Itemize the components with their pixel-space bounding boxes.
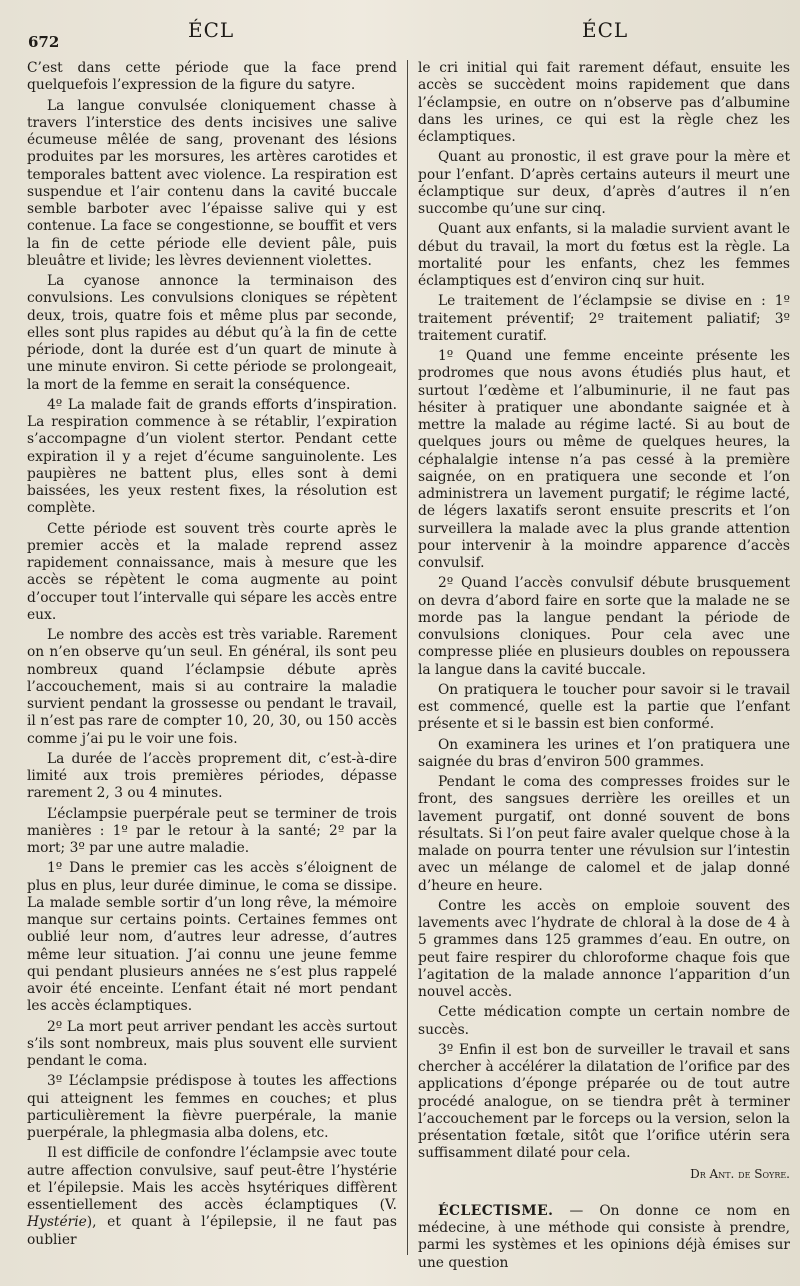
paragraph: 2º La mort peut arriver pendant les accès surtout s’ils sont nombreux, mais plus souvent elle survient pendant le coma.	[27, 1018, 397, 1069]
paragraph-text: ), et quant à l’épilepsie, il ne faut pas oublier	[27, 1214, 397, 1248]
paragraph: Cette médication compte un certain nombre de succès.	[418, 1004, 790, 1038]
entry-text: — On donne ce nom en médecine, à une méthode qui consiste à prendre, parmi les systèmes et les opinions déjà émises sur une question	[418, 1202, 790, 1271]
paragraph: On pratiquera le toucher pour savoir si le travail est commencé, quelle est la partie que l’enfant présente et si le bassin est bien conformé.	[418, 681, 790, 733]
page-number: 672	[28, 33, 60, 51]
right-column	[418, 60, 790, 1275]
paragraph: Quant au pronostic, il est grave pour la mère et pour l’enfant. D’après certains auteurs il meurt une éclamptique sur deux, d’après d’autres il n’en succombe qu’une sur cinq.	[418, 149, 790, 217]
paragraph: La langue convulsée cloniquement chasse à travers l’interstice des dents incisives une salive écumeuse mêlée de sang, provenant des lésions produites par les morsures, les artères carotides et temporales battent avec violence. La respiration est suspendue et l’air contenu dans la cavité buccale semble barboter avec l’épaisse salive qui y est contenue. La face se congestionne, se bouffit et vers la fin de cette période elle devient pâle, puis bleuâtre et livide; les lèvres deviennent violettes.	[27, 97, 397, 269]
paragraph: 2º Quand l’accès convulsif débute brusquement on devra d’abord faire en sorte que la malade ne se morde pas la langue pendant la période de convulsions cloniques. Pour cela avec une compresse pliée en plusieurs doubles on repoussera la langue dans la cavité buccale.	[418, 575, 790, 678]
paragraph: 1º Quand une femme enceinte présente les prodromes que nous avons étudiés plus haut, et surtout l’œdème et l’albuminurie, il ne faut pas hésiter à pratiquer une abondante saignée et à mettre la malade au régime lacté. Si au bout de quelques jours ou même de quelques heures, la céphalalgie intense n’a pas cessé à la première saignée, on en pratiquera une seconde et l’on administrera un lavement purgatif; le régime lacté, de légers laxatifs seront ensuite prescrits et l’on surveillera la malade avec la plus grande attention pour intervenir à la moindre apparence d’accès convulsif.	[418, 348, 790, 571]
paragraph: On examinera les urines et l’on pratiquera une saignée du bras d’environ 500 grammes.	[418, 736, 790, 770]
dictionary-entry	[418, 1203, 790, 1272]
paragraph: La cyanose annonce la terminaison des convulsions. Les convulsions cloniques se répètent deux, trois, quatre fois et même plus par seconde, elles sont plus rapides au début qu’à la fin de cette période, dont la durée est d’un quart de minute à une minute environ. Si cette période se prolongeait, la mort de la femme en serait la conséquence.	[27, 273, 397, 393]
paragraph-differential-diagnosis	[27, 1145, 397, 1249]
paragraph: Quant aux enfants, si la maladie survient avant le début du travail, la mort du fœtus est la règle. La mortalité pour les enfants, chez les femmes éclamptiques est d’environ cinq sur huit.	[418, 221, 790, 289]
paragraph: 1º Dans le premier cas les accès s’éloignent de plus en plus, leur durée diminue, le coma se dissipe. La malade semble sortir d’un long rêve, la mémoire manque sur certains points. Certaines femmes ont oublié leur nom, d’autres leur adresse, d’autres même leur situation. J’ai connu une jeune femme qui pendant plusieurs années ne s’est plus rappelé avoir été enceinte. L’enfant était né mort pendant les accès éclamptiques.	[27, 860, 397, 1015]
paragraph: L’éclampsie puerpérale peut se terminer de trois manières : 1º par le retour à la santé; 2º par la mort; 3º par une autre maladie.	[27, 805, 397, 856]
column-divider	[407, 60, 408, 1255]
paragraph: 3º Enfin il est bon de surveiller le travail et sans chercher à accélérer la dilatation de l’orifice par des applications d’éponge préparée ou de tout autre procédé analogue, on se tiendra prêt à terminer l’accouchement par le forceps ou la version, selon la présentation fœtale, sitôt que l’orifice utérin sera suffisamment dilaté pour cela.	[418, 1041, 790, 1162]
paragraph: 4º La malade fait de grands efforts d’inspiration. La respiration commence à se rétablir, l’expiration s’accompagne d’un violent stertor. Pendant cette expiration il y a rejet d’écume sanguinolente. Les paupières ne battent plus, elles sont à demi baissées, les yeux restent fixes, la résolution est complète.	[27, 396, 397, 517]
page-header	[0, 0, 800, 60]
paragraph: Contre les accès on emploie souvent des lavements avec l’hydrate de chloral à la dose de 4 à 5 grammes dans 125 grammes d’eau. En outre, on peut faire respirer du chloroforme chaque fois que l’agitation de la malade annonce l’apparition d’un nouvel accès.	[418, 897, 790, 1000]
paragraph: Le nombre des accès est très variable. Rarement on n’en observe qu’un seul. En général, ils sont peu nombreux quand l’éclampsie débute après l’accouchement, mais si au contraire la maladie survient pendant la grossesse ou pendant le travail, il n’est pas rare de compter 10, 20, 30, ou 150 accès comme j’ai pu le voir une fois.	[27, 627, 397, 747]
paragraph: Pendant le coma des compresses froides sur le front, des sangsues derrière les oreilles et un lavement purgatif, ont donné souvent de bons résultats. Si l’on peut faire avaler quelque chose à la malade on pourra tenter une révulsion sur l’intestin avec un mélange de calomel et de jalap donné d’heure en heure.	[418, 774, 790, 894]
paragraph-continuation: le cri initial qui fait rarement défaut, ensuite les accès se succèdent moins rapidement que dans l’éclampsie, en outre on n’observe pas d’albumine dans les urines, ce qui est la règle chez les éclamptiques.	[418, 60, 790, 145]
paragraph: Cette période est souvent très courte après le premier accès et la malade reprend assez rapidement connaissance, mais à mesure que les accès se répètent le coma augmente au point d’occuper tout l’intervalle qui sépare les accès entre eux.	[27, 520, 397, 623]
paragraph: Le traitement de l’éclampsie se divise en : 1º traitement préventif; 2º traitement paliatif; 3º traitement curatif.	[418, 293, 790, 344]
running-head-right: ÉCL	[582, 18, 629, 42]
entry-headword: ÉCLECTISME.	[438, 1202, 554, 1219]
paragraph: 3º L’éclampsie prédispose à toutes les affections qui atteignent les femmes en couches; et plus particulièrement la fièvre puerpérale, la manie puerpérale, la phlegmasia alba dolens, etc.	[27, 1073, 397, 1141]
author-signature: Dr Ant. de Soyre.	[690, 1166, 790, 1181]
paragraph-text: Il est difficile de confondre l’éclampsie avec toute autre affection convulsive, sauf peut-être l’hystérie et l’épilepsie. Mais les accès hsytériques diffèrent essentiellement des accès éclamptiques (V.	[27, 1145, 397, 1213]
running-head-left: ÉCL	[188, 18, 235, 42]
cross-reference: Hystérie	[27, 1214, 87, 1231]
paragraph: C’est dans cette période que la face prend quelquefois l’expression de la figure du satyre.	[27, 60, 397, 94]
paragraph: La durée de l’accès proprement dit, c’est-à-dire limité aux trois premières périodes, dépasse rarement 2, 3 ou 4 minutes.	[27, 750, 397, 802]
left-column	[27, 60, 397, 1252]
